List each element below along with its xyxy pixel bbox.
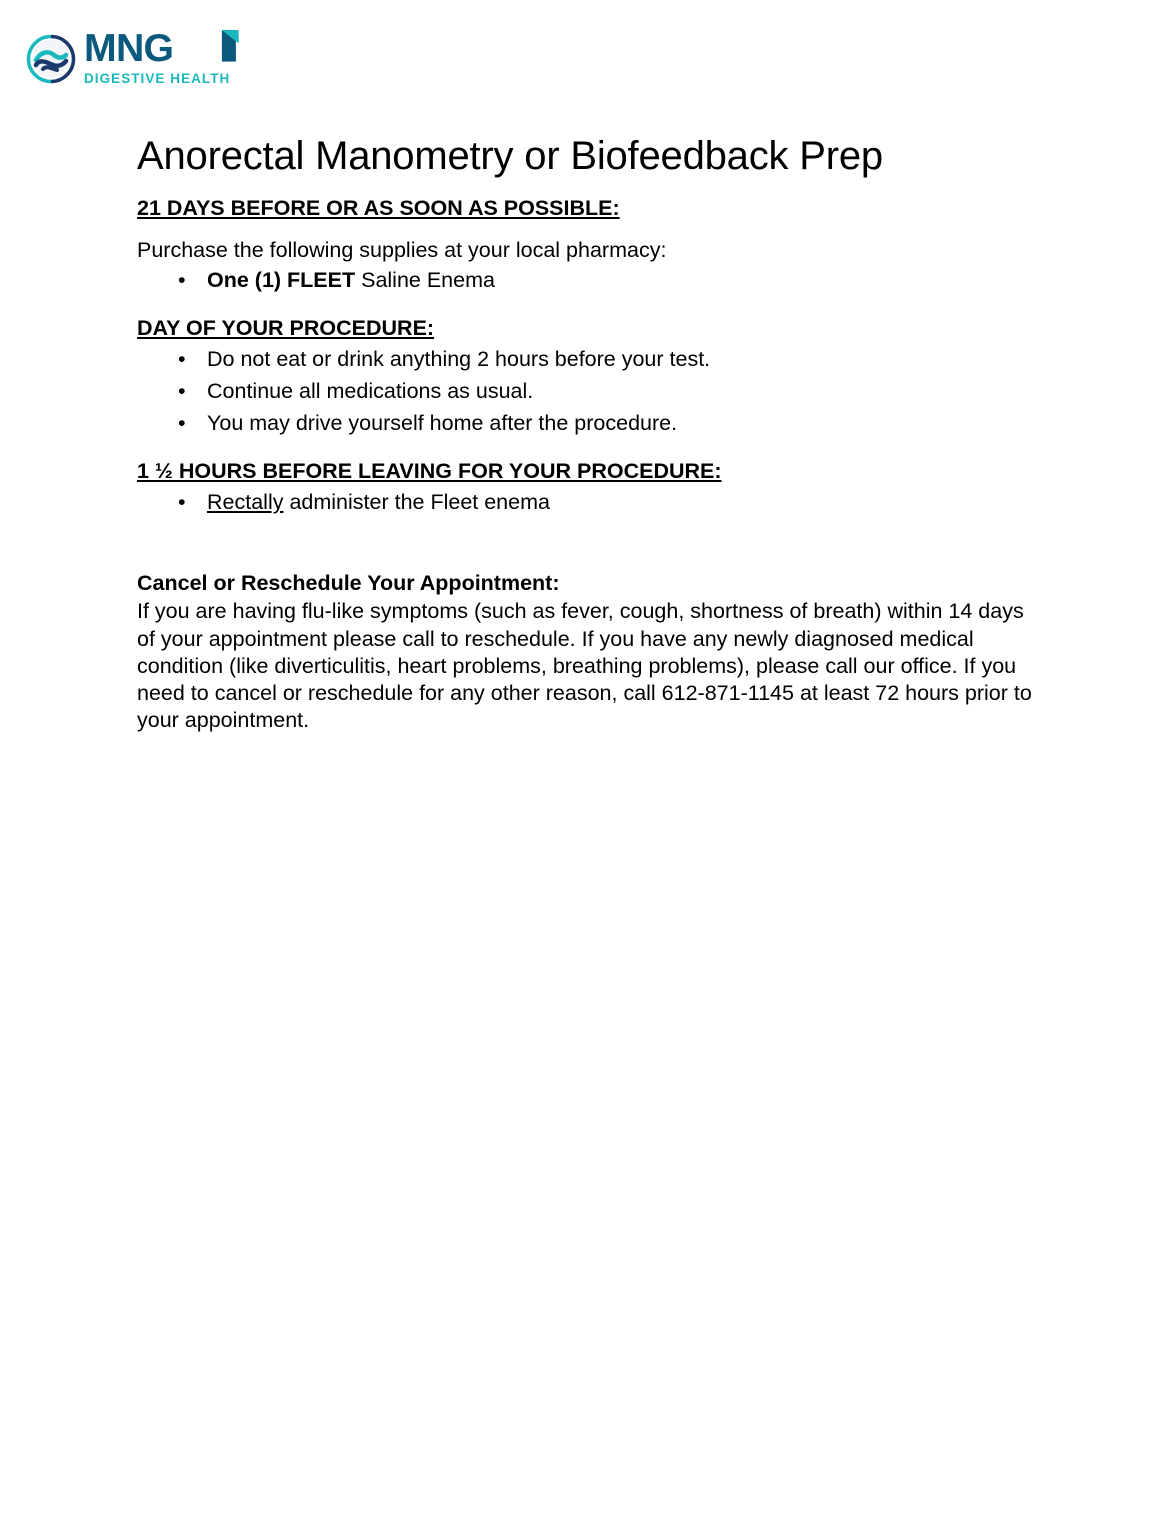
before-leaving-bullet-list (137, 486, 1042, 518)
section-cancel-reschedule (137, 570, 1042, 734)
section-heading: 21 DAYS BEFORE OR AS SOON AS POSSIBLE: (137, 195, 620, 220)
logo-tagline: DIGESTIVE HEALTH (84, 71, 231, 86)
section-heading: 1 ½ HOURS BEFORE LEAVING FOR YOUR PROCEDURE: (137, 459, 722, 484)
list-item: • Do not eat or drink anything 2 hours before your test. (137, 343, 1042, 375)
mngi-circular-wave-mark-icon (26, 31, 76, 81)
mngi-wordmark-group (84, 28, 266, 86)
bullet-plain-text: Saline Enema (355, 268, 495, 293)
page-title: Anorectal Manometry or Biofeedback Prep (137, 134, 883, 178)
bullet-plain-text: administer the Fleet enema (283, 490, 550, 515)
section-heading: DAY OF YOUR PROCEDURE: (137, 316, 435, 341)
bullet-underlined-text: Rectally (207, 490, 284, 515)
list-item: • You may drive yourself home after the procedure. (137, 407, 1042, 439)
mngi-wordmark-icon (84, 28, 266, 70)
cancel-section-body: If you are having flu-like symptoms (such as fever, cough, shortness of breath) within 14 days of your appointment please call to reschedule. If you have any newly diagnosed medical condition (like diverticulitis, heart problems, breathing problems), please call our office. If you need to cancel or reschedule for any other reason, call 612-871-1145 at least 72 hours prior to your appointment. (137, 599, 1032, 733)
document-body (137, 134, 1042, 735)
supplies-bullet-list (137, 264, 1042, 296)
section-21-days-before (137, 195, 1042, 296)
list-item (137, 486, 1042, 518)
section-intro-text: Purchase the following supplies at your local pharmacy: (137, 237, 667, 262)
cancel-section-heading: Cancel or Reschedule Your Appointment: (137, 571, 560, 596)
day-of-procedure-bullet-list (137, 343, 1042, 439)
section-day-of-procedure (137, 315, 1042, 439)
list-item: • Continue all medications as usual. (137, 375, 1042, 407)
section-before-leaving (137, 458, 1042, 518)
mngi-logo (26, 28, 266, 86)
bullet-bold-text: One (1) FLEET (207, 268, 356, 293)
svg-text:MNG: MNG (84, 28, 174, 70)
list-item (137, 264, 1042, 296)
